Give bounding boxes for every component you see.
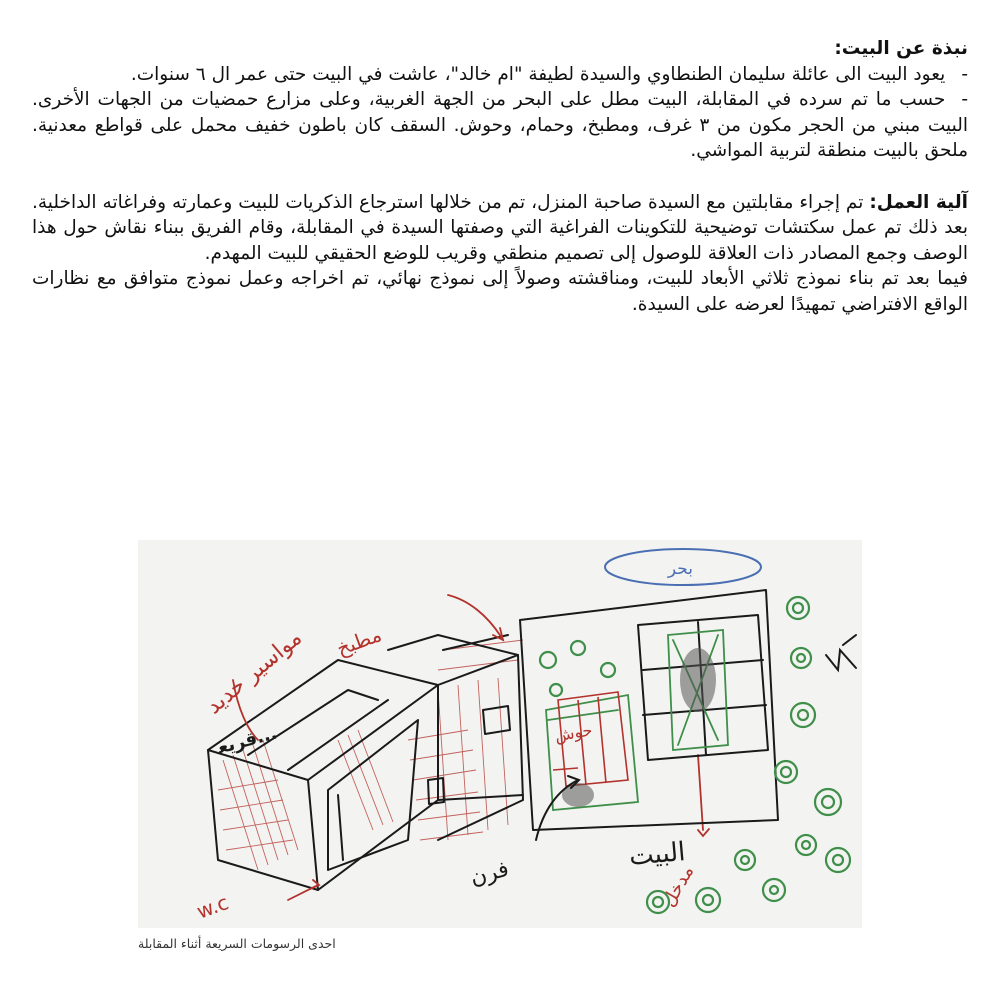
label-lawn: حوش [553, 720, 594, 746]
paragraph-spacer [32, 164, 968, 190]
method-paragraph-1-text: تم إجراء مقابلتين مع السيدة صاحبة المنزل، تم من خلالها استرجاع الذكريات للبيت وعمارته وفراغاته الداخلية. بعد ذلك تم عمل سكتشات توضيحية للتكوينات الفراغية التي وصفتها السيدة في المقابلة، وقام الفريق ببناء نقاش حول هذا الوصف وجمع المصادر ذات العلاقة للوصول إلى تصميم منطقي وقريب للوضع الحقيقي للبيت المهدم. [32, 191, 968, 264]
bullet-dash: - [961, 63, 968, 85]
method-paragraph-2: فيما بعد تم بناء نموذج ثلاثي الأبعاد للبيت، ومناقشته وصولاً إلى نموذج نهائي، تم اخراجه وعمل نموذج متوافق مع نظارات الواقع الافتراضي تمهيدًا لعرضه على السيدة. [32, 268, 968, 315]
method-paragraph-1 [32, 190, 968, 267]
building-sign-scribble: ...ﻗﺮﻳﻌ [215, 722, 280, 759]
bullet-dash: - [961, 89, 968, 110]
label-house: البيت [627, 837, 687, 872]
label-entrance: مدخل [658, 862, 699, 911]
label-kitchen: مطبخ [333, 622, 385, 661]
sketch-drawing [138, 540, 862, 928]
method-heading: آلية العمل: [869, 191, 968, 213]
north-arrow-icon [826, 635, 856, 670]
tree-circles [540, 597, 850, 913]
label-sea: بحر [667, 559, 693, 579]
interview-sketch [138, 540, 862, 928]
label-oven: فرن [467, 856, 512, 891]
about-heading: نبذة عن البيت: [834, 38, 968, 59]
figure-caption: احدى الرسومات السريعة أثناء المقابلة [138, 936, 336, 951]
article-text [32, 36, 968, 317]
about-bullet-2 [32, 87, 968, 164]
label-iron-pipes: مواسير حديد [201, 625, 307, 720]
about-bullet-2-text: حسب ما تم سرده في المقابلة، البيت مطل على البحر من الجهة الغربية، وعلى مزارع حمضيات من الجهات الأخرى. البيت مبني من الحجر مكون من ٣ غرف، ومطبخ، وحمام، وحوش. السقف كان باطون خفيف محمل على قواطع معدنية. ملحق بالبيت منطقة لتربية المواشي. [32, 89, 968, 161]
about-bullet-1 [32, 62, 968, 88]
label-wc: w.c [193, 890, 232, 924]
about-bullet-1-text: يعود البيت الى عائلة سليمان الطنطاوي والسيدة لطيفة "ام خالد"، عاشت في البيت حتى عمر ال ٦ سنوات. [130, 63, 946, 85]
